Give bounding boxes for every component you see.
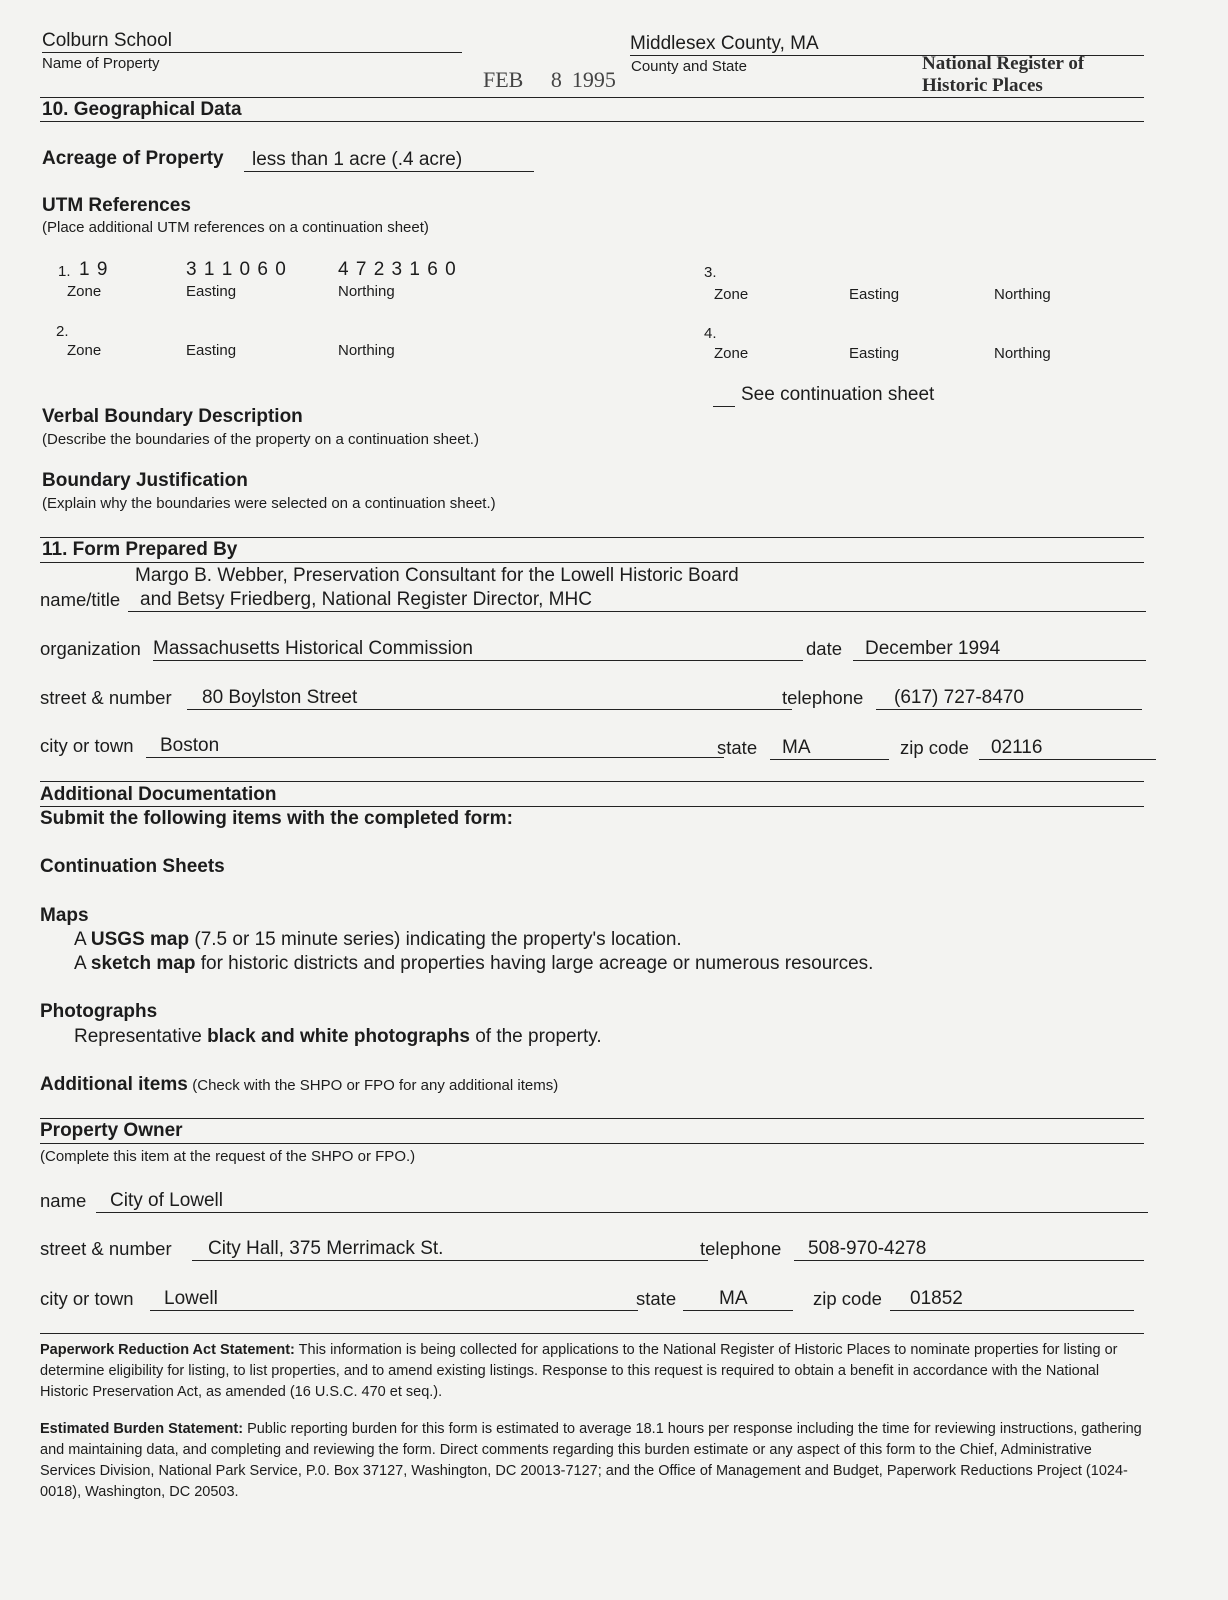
- city-town-label: city or town: [40, 735, 134, 756]
- owner-name-label: name: [40, 1190, 87, 1211]
- city-town-value: Boston: [146, 735, 724, 758]
- street-number-label: street & number: [40, 687, 172, 708]
- additional-documentation-title: Additional Documentation: [40, 784, 277, 805]
- maps-line-usgs: A USGS map (7.5 or 15 minute series) indicating the property's location.: [74, 929, 682, 950]
- burden-statement-text: Public reporting burden for this form is estimated to average 18.1 hours per response including the time for reviewing instructions, gathering and maintaining data, and completing and reviewing the form. Direct comments regarding this burden estimate or any aspect of this form to the Chief, Administrative Services Division, National Park Service, P.0. Box 37127, Washington, DC 20013-7127; and the Office of Management and Budget, Paperwork Reductions Project (1024-0018), Washington, DC 20503.: [40, 1421, 1142, 1500]
- boundary-justification-title: Boundary Justification: [42, 470, 248, 491]
- continuation-sheets-title: Continuation Sheets: [40, 856, 225, 877]
- utm-ref-2-zone-label: Zone: [67, 342, 102, 359]
- stamp-month: FEB: [483, 67, 524, 92]
- utm-ref-1-zone: 1 9: [79, 259, 109, 280]
- maps-line-sketch: A sketch map for historic districts and properties having large acreage or numerous resources.: [74, 953, 874, 974]
- date-value: December 1994: [853, 638, 1146, 661]
- owner-state-label: state: [636, 1288, 677, 1309]
- utm-ref-1-number: 1.: [58, 263, 71, 280]
- burden-statement: [40, 1419, 1144, 1503]
- see-continuation-checkbox[interactable]: [713, 406, 735, 407]
- boundary-justification-note: (Explain why the boundaries were selected on a continuation sheet.): [42, 495, 496, 512]
- utm-ref-4-zone-label: Zone: [714, 345, 749, 362]
- utm-title: UTM References: [42, 195, 191, 216]
- photographs-line: Representative black and white photographs of the property.: [74, 1026, 602, 1047]
- nr-stamp-line2: Historic Places: [922, 75, 1043, 96]
- maps-title: Maps: [40, 905, 89, 926]
- paperwork-statement-text: This information is being collected for applications to the National Register of Historic Places to nominate properties for listing or determine eligibility for listing, to list properties, and to amend existing listings. Response to this request is required to obtain a benefit in accordance with the National Historic Preservation Act, as amended (16 U.S.C. 470 et seq.).: [40, 1342, 1118, 1400]
- organization-label: organization: [40, 638, 141, 659]
- utm-ref-2-easting-label: Easting: [186, 342, 237, 359]
- preparer-name-line2: and Betsy Friedberg, National Register Director, MHC: [128, 589, 1146, 612]
- zip-code-label: zip code: [900, 737, 969, 758]
- owner-zip-value: 01852: [890, 1288, 1134, 1311]
- stamp-day: 8: [550, 67, 562, 92]
- county-state-caption: County and State: [631, 58, 747, 75]
- received-stamp: [483, 67, 616, 93]
- stamp-year: 1995: [571, 67, 616, 92]
- owner-telephone-label: telephone: [700, 1238, 782, 1259]
- county-state: Middlesex County, MA: [630, 33, 1144, 56]
- utm-ref-1-easting-label: Easting: [186, 283, 237, 300]
- owner-city-value: Lowell: [150, 1288, 638, 1311]
- property-name: Colburn School: [42, 30, 462, 53]
- acreage-value: less than 1 acre (.4 acre): [244, 149, 534, 172]
- section-10-title: 10. Geographical Data: [42, 99, 242, 120]
- owner-street-value: City Hall, 375 Merrimack St.: [192, 1238, 708, 1261]
- state-value: MA: [770, 737, 889, 760]
- owner-state-value: MA: [683, 1288, 793, 1311]
- state-label: state: [717, 737, 758, 758]
- date-label: date: [806, 638, 843, 659]
- owner-city-label: city or town: [40, 1288, 134, 1309]
- utm-ref-3-easting-label: Easting: [849, 286, 900, 303]
- owner-telephone-value: 508-970-4278: [794, 1238, 1144, 1261]
- organization-value: Massachusetts Historical Commission: [153, 638, 803, 661]
- paperwork-statement-title: Paperwork Reduction Act Statement:: [40, 1342, 295, 1358]
- utm-ref-1-easting: 3 1 1 0 6 0: [186, 259, 287, 280]
- photographs-title: Photographs: [40, 1001, 158, 1022]
- utm-ref-4-northing-label: Northing: [994, 345, 1051, 362]
- burden-statement-title: Estimated Burden Statement:: [40, 1421, 244, 1437]
- additional-items-note: (Check with the SHPO or FPO for any additional items): [192, 1077, 559, 1094]
- zip-code-value: 02116: [979, 737, 1156, 760]
- utm-ref-1-northing-label: Northing: [338, 283, 395, 300]
- submit-line: Submit the following items with the completed form:: [40, 808, 513, 829]
- utm-ref-3-zone-label: Zone: [714, 286, 749, 303]
- utm-ref-4-number: 4.: [704, 325, 717, 342]
- acreage-label: Acreage of Property: [42, 148, 224, 169]
- verbal-boundary-title: Verbal Boundary Description: [42, 406, 303, 427]
- telephone-value: (617) 727-8470: [876, 687, 1142, 710]
- utm-ref-1-northing: 4 7 2 3 1 6 0: [338, 259, 457, 280]
- owner-zip-label: zip code: [813, 1288, 882, 1309]
- name-title-label: name/title: [40, 589, 121, 610]
- utm-ref-2-northing-label: Northing: [338, 342, 395, 359]
- verbal-boundary-note: (Describe the boundaries of the property on a continuation sheet.): [42, 431, 479, 448]
- nr-stamp-line1: National Register of: [922, 53, 1085, 74]
- property-name-caption: Name of Property: [42, 55, 160, 72]
- utm-ref-3-northing-label: Northing: [994, 286, 1051, 303]
- utm-ref-3-number: 3.: [704, 264, 717, 281]
- property-owner-title: Property Owner: [40, 1120, 183, 1141]
- additional-items: [40, 1074, 558, 1096]
- section-11-title: 11. Form Prepared By: [42, 539, 238, 560]
- street-number-value: 80 Boylston Street: [187, 687, 792, 710]
- utm-note: (Place additional UTM references on a continuation sheet): [42, 219, 429, 236]
- property-owner-note: (Complete this item at the request of the SHPO or FPO.): [40, 1148, 416, 1165]
- preparer-name-line1: Margo B. Webber, Preservation Consultant for the Lowell Historic Board: [135, 565, 739, 586]
- see-continuation-label: See continuation sheet: [741, 384, 935, 405]
- owner-street-label: street & number: [40, 1238, 172, 1259]
- telephone-label: telephone: [782, 687, 864, 708]
- nr-stamp: [922, 53, 1084, 97]
- utm-ref-1-zone-label: Zone: [67, 283, 102, 300]
- paperwork-statement: [40, 1340, 1144, 1403]
- utm-ref-2-number: 2.: [56, 323, 69, 340]
- utm-ref-4-easting-label: Easting: [849, 345, 900, 362]
- owner-name-value: City of Lowell: [96, 1190, 1148, 1213]
- additional-items-title: Additional items: [40, 1074, 188, 1095]
